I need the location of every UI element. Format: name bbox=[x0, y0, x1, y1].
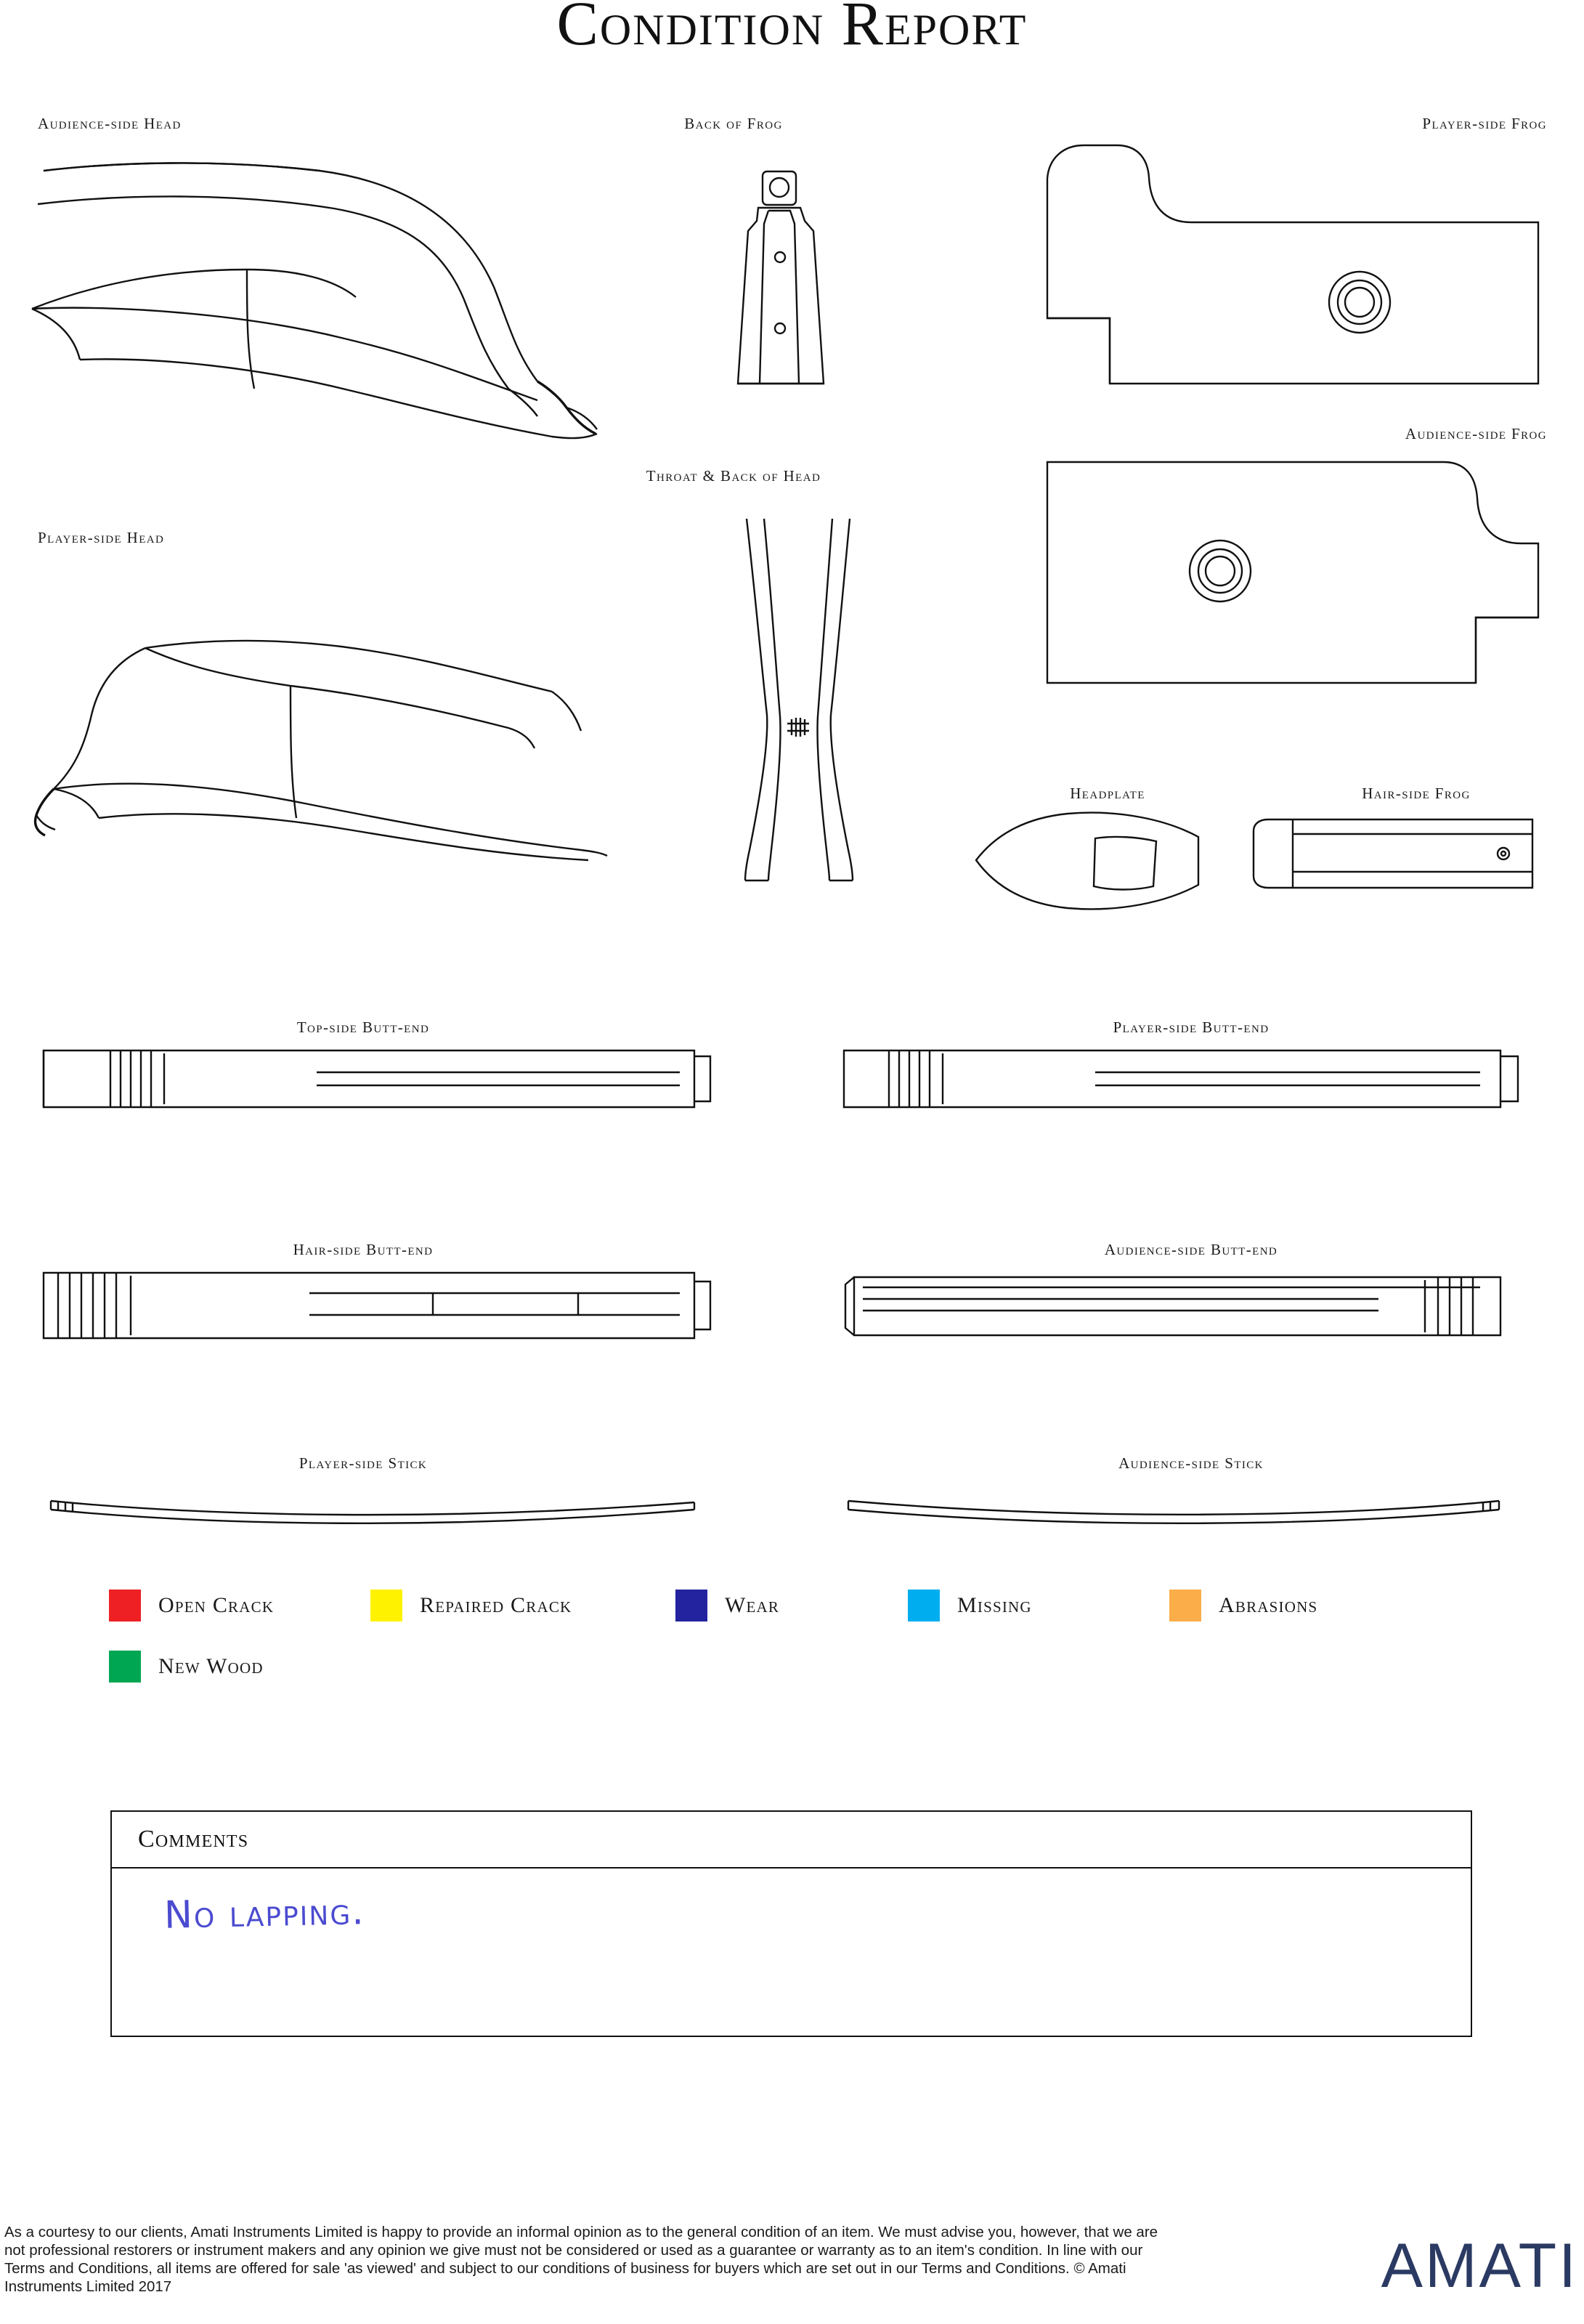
label-player-side-frog: Player-side Frog bbox=[1422, 115, 1547, 132]
swatch-abrasions bbox=[1169, 1590, 1201, 1621]
label-audience-side-stick: Audience-side Stick bbox=[1118, 1454, 1264, 1472]
legend-label-new-wood: New Wood bbox=[158, 1654, 264, 1678]
comments-value: No lapping. bbox=[163, 1890, 366, 1938]
swatch-repaired-crack bbox=[370, 1590, 402, 1621]
diagram-player-side-frog bbox=[1037, 137, 1546, 384]
legend-label-wear: Wear bbox=[725, 1593, 780, 1617]
label-player-side-butt-end: Player-side Butt-end bbox=[1113, 1019, 1270, 1036]
label-player-side-head: Player-side Head bbox=[38, 529, 165, 546]
legend-row-1 bbox=[109, 1585, 1489, 1626]
label-hair-side-frog: Hair-side Frog bbox=[1362, 785, 1471, 802]
legend-label-repaired-crack: Repaired Crack bbox=[420, 1593, 572, 1617]
label-throat-and-back-of-head: Throat & Back of Head bbox=[646, 467, 821, 485]
diagram-audience-side-frog bbox=[1037, 450, 1546, 697]
legend-label-missing: Missing bbox=[957, 1593, 1032, 1617]
legend-item-new-wood bbox=[109, 1651, 264, 1683]
diagram-back-of-frog bbox=[718, 167, 856, 400]
comments-field[interactable] bbox=[112, 1868, 1471, 2036]
comments-header bbox=[112, 1812, 1471, 1868]
amati-logo: AMATI bbox=[1381, 2231, 1578, 2301]
label-player-side-stick: Player-side Stick bbox=[298, 1454, 428, 1472]
legend-item-abrasions bbox=[1169, 1590, 1317, 1621]
label-back-of-frog: Back of Frog bbox=[684, 115, 783, 132]
legend-item-missing bbox=[908, 1590, 1169, 1621]
label-audience-side-head: Audience-side Head bbox=[38, 115, 182, 132]
swatch-wear bbox=[675, 1590, 707, 1621]
legend bbox=[109, 1585, 1489, 1707]
label-audience-side-butt-end: Audience-side Butt-end bbox=[1104, 1241, 1278, 1258]
diagram-player-side-stick bbox=[41, 1481, 731, 1531]
diagram-audience-side-head bbox=[29, 142, 625, 461]
swatch-new-wood bbox=[109, 1651, 141, 1683]
swatch-missing bbox=[908, 1590, 940, 1621]
legend-item-open-crack bbox=[109, 1590, 370, 1621]
comments-title: Comments bbox=[138, 1826, 249, 1853]
label-headplate: Headplate bbox=[1070, 785, 1145, 802]
page-title: Condition Report bbox=[556, 0, 1028, 58]
diagram-audience-side-stick bbox=[841, 1481, 1538, 1531]
swatch-open-crack bbox=[109, 1590, 141, 1621]
footer-disclaimer: As a courtesy to our clients, Amati Instruments Limited is happy to provide an informal opinion as to the general condition of an item. We must advise you, however, that we are not professional restorers or instrument makers and any opinion we give must not be considered or used as a guarantee or warranty as to an item's condition. In line with our Terms and Conditions, all items are offered for sale 'as viewed' and subject to our conditions of business for buyers which are set out in our Terms and Conditions. © Amati Instruments Limited 2017 bbox=[4, 2224, 1158, 2295]
comments-box bbox=[110, 1810, 1472, 2037]
diagram-audience-side-butt-end bbox=[841, 1263, 1538, 1350]
label-top-side-butt-end: Top-side Butt-end bbox=[296, 1019, 430, 1036]
legend-label-open-crack: Open Crack bbox=[158, 1593, 275, 1617]
diagram-hair-side-butt-end bbox=[41, 1263, 731, 1350]
diagram-headplate bbox=[966, 806, 1213, 915]
legend-item-repaired-crack bbox=[370, 1590, 675, 1621]
diagram-throat-and-back-of-head bbox=[734, 509, 864, 886]
diagram-hair-side-frog bbox=[1248, 815, 1538, 895]
label-hair-side-butt-end: Hair-side Butt-end bbox=[293, 1241, 434, 1258]
diagram-player-side-butt-end bbox=[841, 1040, 1538, 1120]
label-audience-side-frog: Audience-side Frog bbox=[1405, 425, 1547, 442]
diagram-player-side-head bbox=[29, 559, 632, 879]
diagram-top-side-butt-end bbox=[41, 1040, 731, 1120]
legend-item-wear bbox=[675, 1590, 908, 1621]
legend-row-2 bbox=[109, 1646, 1489, 1687]
legend-label-abrasions: Abrasions bbox=[1219, 1593, 1318, 1617]
